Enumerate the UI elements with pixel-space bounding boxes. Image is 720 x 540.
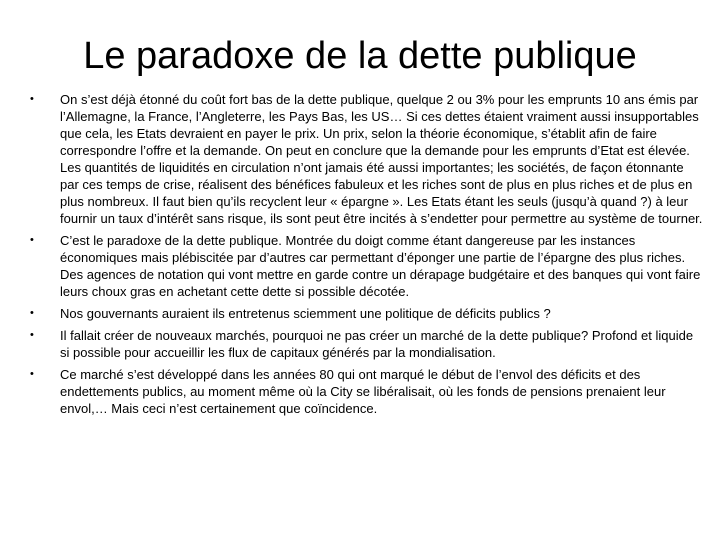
bullet-text: Ce marché s’est développé dans les années 80 qui ont marqué le début de l’envol des déficits et des endettements publics, au moment même où la City se libéralisait, où les fonds de pensions prenaient leur envol,… Mais ceci n’est certainement que coïncidence. [60,367,666,416]
bullet-icon: • [30,93,34,105]
bullet-text: Nos gouvernants auraient ils entretenus sciemment une politique de déficits publics ? [60,306,551,321]
bullet-item [30,327,705,361]
bullet-list [30,91,705,422]
bullet-text: On s’est déjà étonné du coût fort bas de la dette publique, quelque 2 ou 3% pour les emprunts 10 ans émis par l’Allemagne, la France, l’Angleterre, les Pays Bas, les US… Si ces dettes étaient vraiment aussi insupportables que cela, les Etats devraient en payer le prix. Un prix, selon la théorie économique, s’établit afin de faire correspondre l’offre et la demande. On peut en conclure que la demande pour les emprunts d’Etat est élevée. Les quantités de liquidités en circulation n’ont jamais été aussi importantes; les sociétés, de façon étonnante par ces temps de crise, réalisent des bénéfices fabuleux et les riches sont de plus en plus riches et de plus en plus nombreux. Il faut bien qu’ils recyclent leur « épargne ». Les Etats étant les seuls (jusqu’à quand ?) à leur fournir un taux d’intérêt sans risque, ils sont peut être incités à s’endetter pour permettre au système de tourner. [60,92,703,226]
bullet-icon: • [30,368,34,380]
bullet-text: Il fallait créer de nouveaux marchés, pourquoi ne pas créer un marché de la dette publique? Profond et liquide si possible pour accueillir les flux de capitaux générés par la mondialisation. [60,328,694,360]
bullet-icon: • [30,234,34,246]
bullet-icon: • [30,329,34,341]
bullet-item [30,305,705,322]
slide-title: Le paradoxe de la dette publique [83,35,637,77]
bullet-item [30,91,705,227]
bullet-icon: • [30,307,34,319]
bullet-text: C’est le paradoxe de la dette publique. Montrée du doigt comme étant dangereuse par les instances économiques mais plébiscitée par d’autres car permettant d’éponger une partie de l’épargne des plus riches. Des agences de notation qui vont mettre en garde contre un dérapage budgétaire et des banques qui vont faire leurs choux gras en achetant cette dette si possible décotée. [60,233,701,299]
bullet-item [30,366,705,417]
bullet-item [30,232,705,300]
